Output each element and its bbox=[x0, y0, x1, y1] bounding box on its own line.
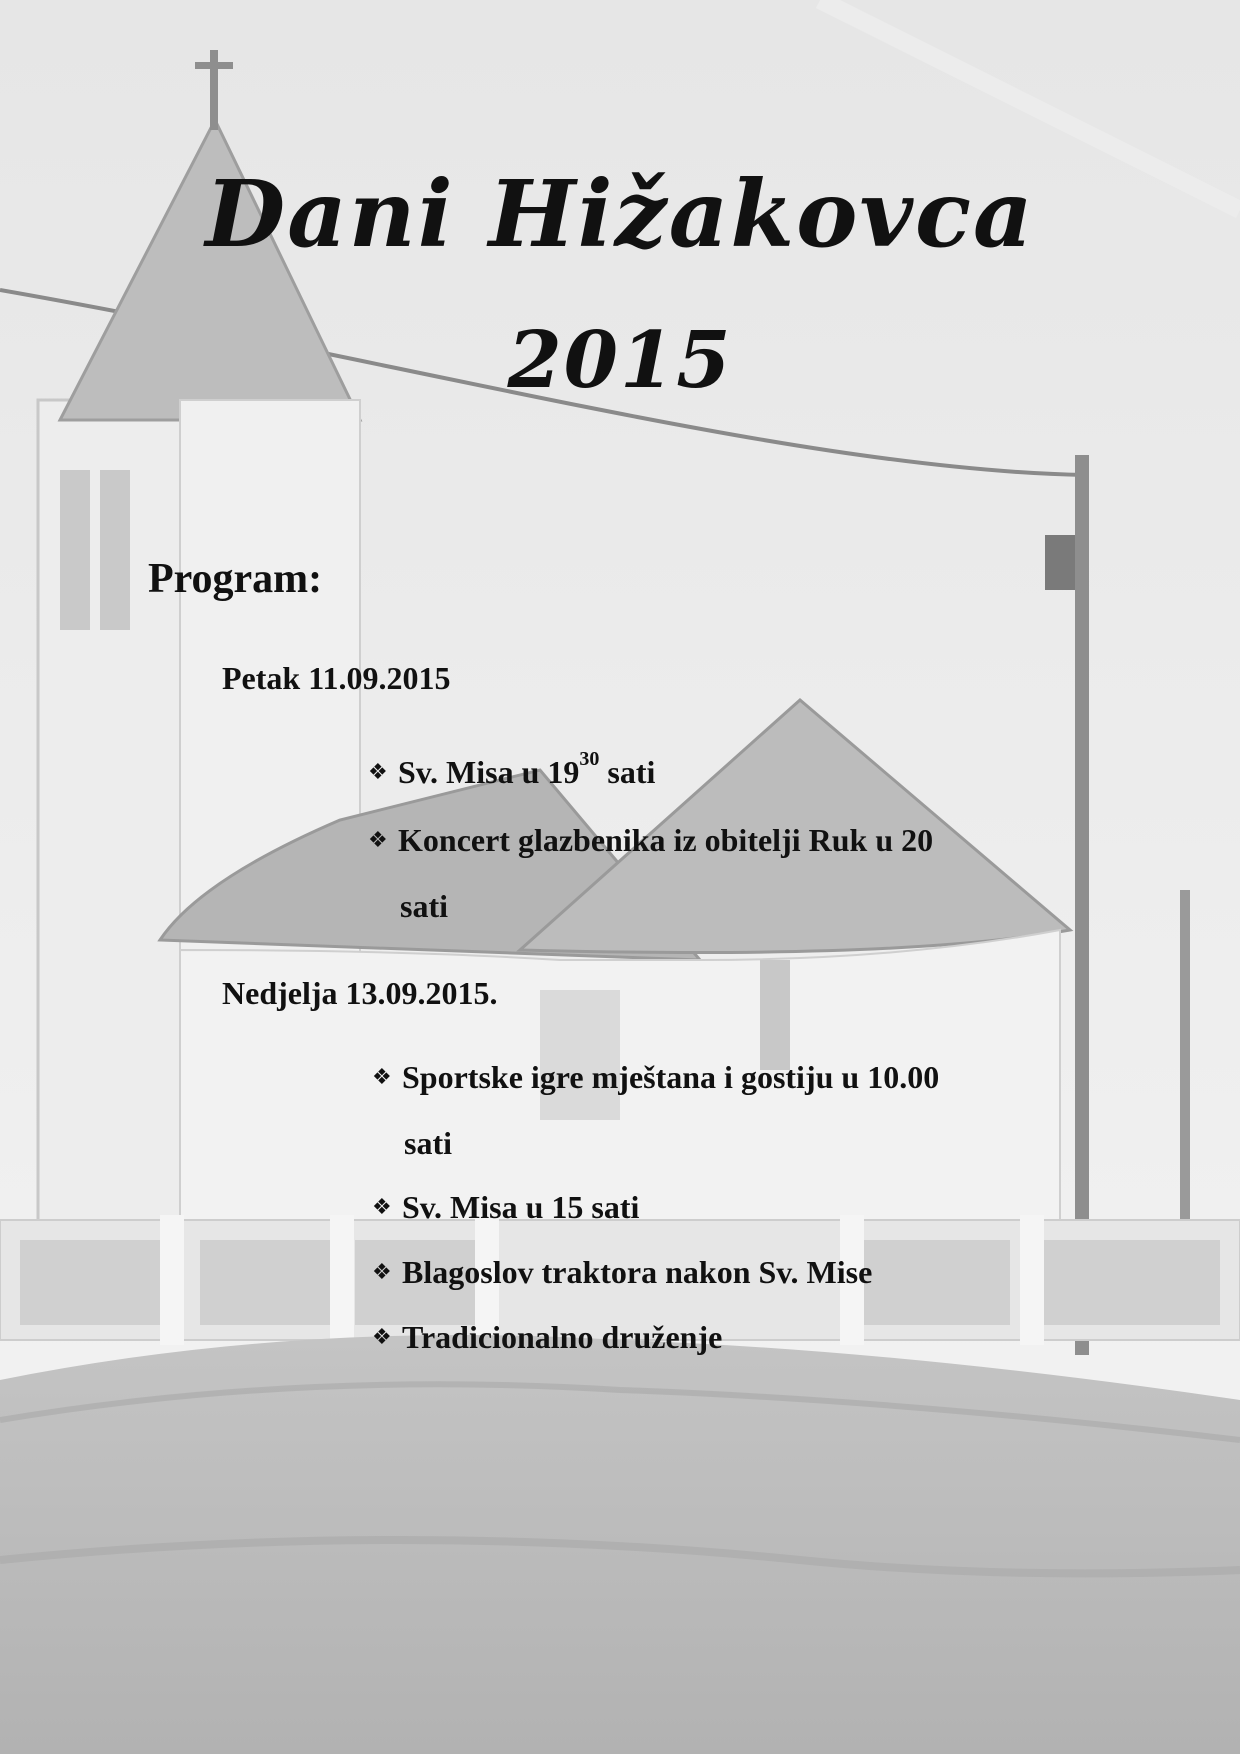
diamond-bullet-icon: ❖ bbox=[372, 1260, 392, 1285]
list-item bbox=[372, 1045, 939, 1110]
list-item bbox=[368, 808, 933, 873]
day-friday-label: Petak 11.09.2015 bbox=[222, 660, 451, 696]
item-text: Tradicionalno druženje bbox=[402, 1319, 723, 1355]
item-text: Sv. Misa u 15 sati bbox=[402, 1189, 640, 1225]
diamond-bullet-icon: ❖ bbox=[372, 1195, 392, 1220]
list-item bbox=[372, 1175, 639, 1240]
poster-title: Dani Hižakovca bbox=[205, 160, 1035, 268]
list-item bbox=[372, 1240, 872, 1305]
day-sunday-label: Nedjelja 13.09.2015. bbox=[222, 975, 498, 1011]
item-text: Sv. Misa u $19^{30}$ sati bbox=[398, 748, 656, 790]
program-heading: Program: bbox=[148, 556, 323, 602]
poster-year: 2015 bbox=[507, 315, 733, 406]
diamond-bullet-icon: ❖ bbox=[372, 1325, 392, 1350]
diamond-bullet-icon: ❖ bbox=[372, 1065, 392, 1090]
list-item bbox=[372, 1305, 722, 1370]
item-text-continuation: sati bbox=[404, 1125, 452, 1161]
item-text-continuation: sati bbox=[400, 888, 448, 924]
diamond-bullet-icon: ❖ bbox=[368, 828, 388, 853]
item-text: Sportske igre mještana i gostiju u 10.00 bbox=[402, 1059, 940, 1095]
diamond-bullet-icon: ❖ bbox=[368, 760, 388, 785]
item-text: Blagoslov traktora nakon Sv. Mise bbox=[402, 1254, 873, 1290]
item-text: Koncert glazbenika iz obitelji Ruk u 20 bbox=[398, 822, 934, 858]
list-item bbox=[368, 740, 655, 805]
